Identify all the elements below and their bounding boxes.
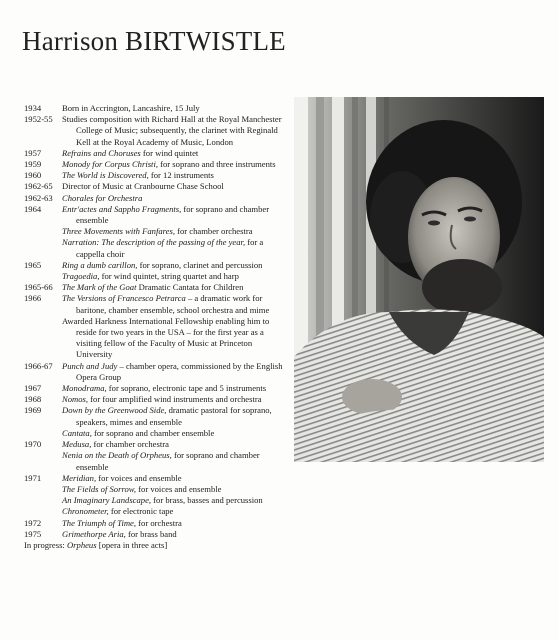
entry-year: 1968 bbox=[24, 394, 42, 405]
portrait-photo-icon bbox=[294, 97, 544, 462]
entry-year: 1965-66 bbox=[24, 282, 53, 293]
entry-text: – a dramatic work for baritone, chamber ensemble, school orchestra and mime bbox=[76, 293, 270, 315]
entry-text: for chamber orchestra bbox=[91, 439, 169, 450]
entry-line bbox=[62, 103, 286, 114]
chronology-entry bbox=[24, 204, 286, 260]
entry-line bbox=[62, 204, 286, 226]
entry-line bbox=[62, 271, 286, 282]
chronology-entry bbox=[24, 540, 286, 551]
entry-year: 1975 bbox=[24, 528, 42, 539]
entry-text: Dramatic Cantata for Children bbox=[136, 282, 244, 293]
entry-year: 1934 bbox=[24, 103, 42, 113]
entry-text: for a cappella choir bbox=[76, 237, 264, 259]
entry-line bbox=[62, 282, 286, 293]
entry-line bbox=[62, 450, 286, 472]
entry-line bbox=[62, 518, 286, 529]
entry-line bbox=[62, 293, 286, 315]
work-title: Narration: The description of the passing of the year, bbox=[62, 237, 246, 248]
work-title: Monodrama, bbox=[62, 383, 107, 394]
entry-text: – chamber opera, commissioned by the English Opera Group bbox=[76, 360, 283, 382]
entry-text: for soprano, clarinet and percussion bbox=[137, 259, 263, 270]
work-title: Medusa, bbox=[62, 439, 92, 450]
entry-line bbox=[62, 383, 286, 394]
entry-year: 1965 bbox=[24, 259, 42, 270]
entry-text: for wind quintet bbox=[140, 147, 199, 158]
entry-text: for 12 instruments bbox=[148, 170, 214, 181]
work-title: The Fields of Sorrow, bbox=[62, 483, 137, 494]
chronology-entry bbox=[24, 293, 286, 360]
chronology-entry bbox=[24, 405, 286, 439]
chronology-entry bbox=[24, 103, 286, 114]
entry-text: for electronic tape bbox=[108, 506, 174, 517]
work-title: The Mark of the Goat bbox=[62, 282, 137, 293]
entry-line bbox=[62, 495, 286, 506]
work-title: The World is Discovered, bbox=[62, 170, 149, 181]
entry-year: 1970 bbox=[24, 439, 42, 450]
entry-text: for wind quintet, string quartet and harp bbox=[99, 271, 239, 282]
entry-line bbox=[24, 540, 286, 551]
entry-text: [opera in three acts] bbox=[96, 539, 168, 550]
chronology-entry bbox=[24, 181, 286, 192]
chronology-entry bbox=[24, 439, 286, 473]
entry-line bbox=[62, 484, 286, 495]
chronology-list bbox=[24, 103, 286, 551]
work-title: Three Movements with Fanfares, bbox=[62, 226, 175, 237]
entry-year: 1957 bbox=[24, 147, 42, 158]
work-title: Tragoedia, bbox=[62, 271, 100, 282]
entry-line bbox=[62, 260, 286, 271]
entry-line bbox=[62, 170, 286, 181]
work-title: Chorales for Orchestra bbox=[62, 192, 143, 203]
work-title: Cantata, bbox=[62, 427, 92, 438]
entry-line bbox=[62, 114, 286, 148]
work-title: Monody for Corpus Christi, bbox=[62, 159, 158, 170]
entry-text: for voices and ensemble bbox=[96, 472, 182, 483]
entry-line bbox=[62, 159, 286, 170]
entry-line bbox=[62, 237, 286, 259]
entry-line bbox=[62, 193, 286, 204]
entry-text: for soprano and chamber ensemble bbox=[76, 450, 260, 472]
work-title: Meridian, bbox=[62, 472, 97, 483]
entry-text: for soprano and three instruments bbox=[157, 159, 276, 170]
entry-text: for chamber orchestra bbox=[174, 226, 253, 237]
work-title: Chronometer, bbox=[62, 506, 109, 517]
entry-line bbox=[62, 529, 286, 540]
entry-line bbox=[62, 148, 286, 159]
entry-text: Director of Music at Cranbourne Chase School bbox=[62, 181, 224, 192]
chronology-entry bbox=[24, 529, 286, 540]
entry-year: 1959 bbox=[24, 159, 42, 170]
chronology-entry bbox=[24, 170, 286, 181]
work-title: Ring a dumb carillon, bbox=[62, 259, 138, 270]
entry-line bbox=[62, 405, 286, 427]
entry-line bbox=[62, 473, 286, 484]
entry-year: 1972 bbox=[24, 517, 42, 528]
work-title: Orpheus bbox=[66, 539, 97, 550]
entry-line bbox=[62, 428, 286, 439]
portrait-photo bbox=[294, 97, 544, 462]
work-title: Punch and Judy bbox=[62, 360, 118, 371]
work-title: The Triumph of Time, bbox=[62, 517, 137, 528]
chronology-entry bbox=[24, 148, 286, 159]
entry-line bbox=[62, 226, 286, 237]
work-title: Entr'actes and Sappho Fragments, bbox=[62, 203, 182, 214]
entry-text: Studies composition with Richard Hall at the Royal Manchester College of Music; subsequently, the clarinet with Reginald Kell at the Royal Academy of Music, London bbox=[62, 114, 282, 147]
work-title: Refrains and Choruses bbox=[62, 147, 141, 158]
work-title: An Imaginary Landscape, bbox=[62, 495, 152, 506]
entry-line bbox=[62, 181, 286, 192]
entry-text: Awarded Harkness International Fellowship enabling him to reside for two years in the USA – for the first year as a visiting fellow of the Faculty of Music at Princeton University bbox=[62, 315, 270, 360]
entry-text: for soprano, electronic tape and 5 instruments bbox=[106, 383, 267, 394]
entry-text: for brass band bbox=[125, 528, 177, 539]
chronology-entry bbox=[24, 383, 286, 394]
chronology-entry bbox=[24, 114, 286, 148]
entry-text: dramatic pastoral for soprano, speakers, mimes and ensemble bbox=[76, 405, 272, 427]
chronology-entry bbox=[24, 193, 286, 204]
chronology-entry bbox=[24, 159, 286, 170]
entry-year: 1967 bbox=[24, 383, 42, 394]
work-title: Down by the Greenwood Side, bbox=[62, 405, 167, 416]
chronology-entry bbox=[24, 260, 286, 282]
entry-text: for brass, basses and percussion bbox=[151, 495, 263, 506]
work-title: Grimethorpe Aria, bbox=[62, 528, 126, 539]
chronology-entry bbox=[24, 394, 286, 405]
entry-line bbox=[62, 506, 286, 517]
entry-line bbox=[62, 361, 286, 383]
page-title: Harrison BIRTWISTLE bbox=[22, 26, 286, 56]
entry-year: 1960 bbox=[24, 170, 42, 181]
entry-year: 1966 bbox=[24, 293, 42, 304]
entry-year: 1964 bbox=[24, 203, 42, 214]
entry-year: 1952-55 bbox=[24, 114, 53, 125]
entry-line bbox=[62, 394, 286, 405]
entry-text: for orchestra bbox=[136, 517, 182, 528]
entry-line bbox=[62, 316, 286, 361]
entry-text: for soprano and chamber ensemble bbox=[91, 427, 215, 438]
entry-text: Born in Accrington, Lancashire, 15 July bbox=[62, 103, 200, 113]
chronology-entry bbox=[24, 473, 286, 518]
work-title: Nenia on the Death of Orpheus, bbox=[62, 450, 172, 461]
entry-year: 1962-65 bbox=[24, 181, 53, 192]
work-title: The Versions of Francesco Petrarca bbox=[62, 293, 186, 304]
entry-text: for four amplified wind instruments and orchestra bbox=[88, 394, 262, 405]
entry-text: In progress: bbox=[24, 539, 67, 550]
entry-year: 1962-63 bbox=[24, 192, 53, 203]
entry-year: 1966-67 bbox=[24, 360, 53, 371]
entry-year: 1971 bbox=[24, 472, 42, 483]
entry-text: for voices and ensemble bbox=[136, 483, 222, 494]
chronology-entry bbox=[24, 518, 286, 529]
entry-line bbox=[62, 439, 286, 450]
entry-text: for soprano and chamber ensemble bbox=[76, 203, 270, 226]
chronology-entry bbox=[24, 361, 286, 383]
chronology-entry bbox=[24, 282, 286, 293]
entry-year: 1969 bbox=[24, 405, 42, 416]
work-title: Nomos, bbox=[62, 394, 89, 405]
